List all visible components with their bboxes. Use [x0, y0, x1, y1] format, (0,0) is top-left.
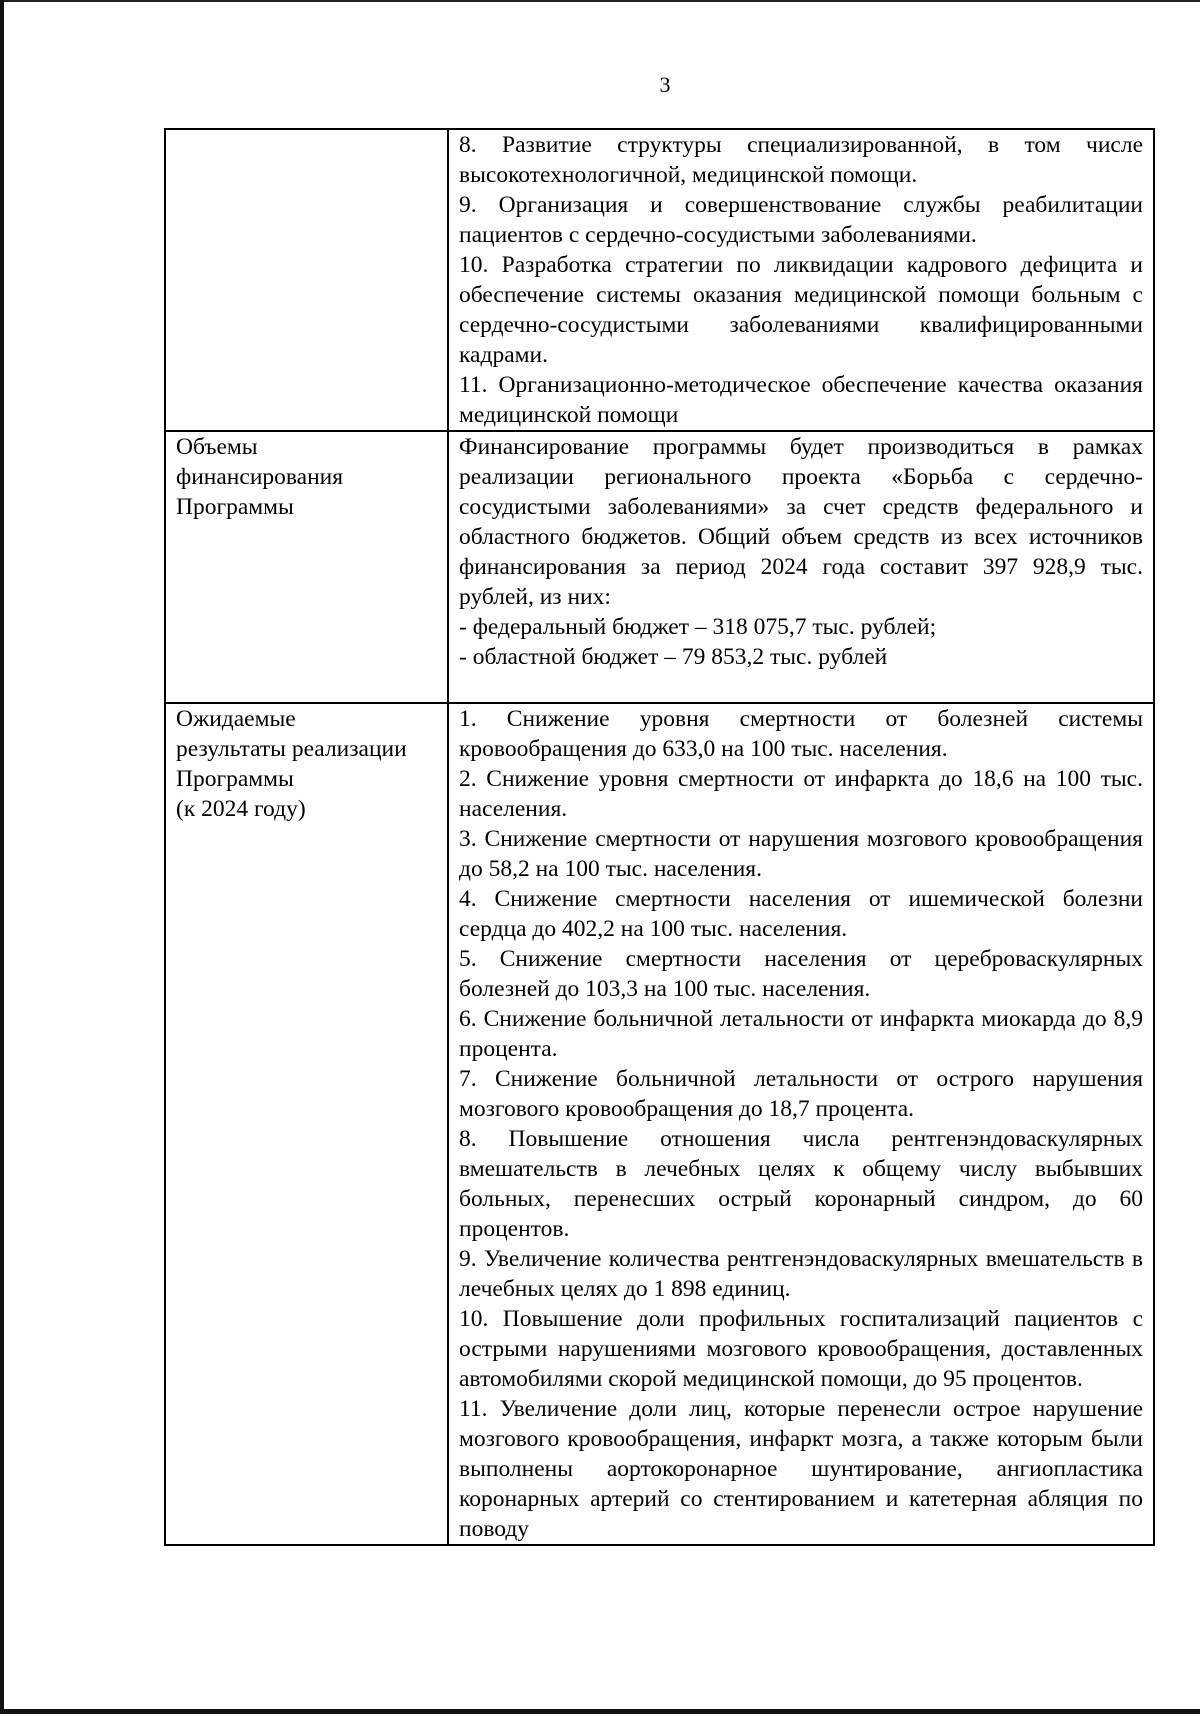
- objective-item-8: 8. Развитие структуры специализированной, в том числе высокотехнологичной, медицинской помощи.: [459, 132, 1143, 188]
- label-cell-financing: [165, 431, 448, 703]
- content-cell-expected-results: [448, 703, 1154, 1545]
- result-item-6: 6. Снижение больничной летальности от инфаркта миокарда до 8,9 процента.: [459, 1006, 1143, 1062]
- scan-edge-top: [0, 0, 1200, 2]
- result-item-7: 7. Снижение больничной летальности от острого нарушения мозгового кровообращения до 18,7 процента.: [459, 1066, 1143, 1122]
- financing-label-line-3: Программы: [176, 494, 294, 520]
- content-cell-objectives: [448, 129, 1154, 431]
- result-item-8: 8. Повышение отношения числа рентгенэндоваскулярных вмешательств в лечебных целях к общему числу выбывших больных, перенесших острый коронарный синдром, до 60 процентов.: [459, 1126, 1143, 1242]
- table-row-financing: [165, 431, 1154, 703]
- results-label-line-2: результаты реализации: [176, 736, 407, 762]
- results-label-line-1: Ожидаемые: [176, 706, 296, 732]
- result-item-9: 9. Увеличение количества рентгенэндоваскулярных вмешательств в лечебных целях до 1 898 единиц.: [459, 1246, 1143, 1302]
- program-passport-table: [164, 128, 1155, 1546]
- scan-edge-bottom: [0, 1709, 1200, 1714]
- table-row-objectives: [165, 129, 1154, 431]
- page-number: 3: [659, 72, 671, 97]
- financing-label-line-1: Объемы: [176, 434, 258, 460]
- result-item-10: 10. Повышение доли профильных госпитализаций пациентов с острыми нарушениями мозгового кровообращения, доставленных автомобилями скорой медицинской помощи, до 95 процентов.: [459, 1306, 1143, 1392]
- result-item-11: 11. Увеличение доли лиц, которые перенесли острое нарушение мозгового кровообращения, инфаркт мозга, а также которым были выполнены аортокоронарное шунтирование, ангиопластика коронарных артерий со стентированием и катетерная абляция по поводу: [459, 1396, 1143, 1542]
- financing-summary: Финансирование программы будет производиться в рамках реализации регионального проекта «Борьба с сердечно-сосудистыми заболеваниями» за счет средств федерального и областного бюджетов. Общий объем средств из всех источников финансирования за период 2024 года составит 397 928,9 тыс. рублей, из них:: [459, 434, 1143, 610]
- objective-item-10: 10. Разработка стратегии по ликвидации кадрового дефицита и обеспечение системы оказания медицинской помощи больным с сердечно-сосудистыми заболеваниями квалифицированными кадрами.: [459, 252, 1143, 368]
- result-item-1: 1. Снижение уровня смертности от болезней системы кровообращения до 633,0 на 100 тыс. населения.: [459, 706, 1143, 762]
- label-cell-expected-results: [165, 703, 448, 1545]
- financing-federal-budget: - федеральный бюджет – 318 075,7 тыс. рублей;: [459, 614, 937, 640]
- financing-regional-budget: - областной бюджет – 79 853,2 тыс. рублей: [459, 644, 888, 670]
- label-cell-objectives: [165, 129, 448, 431]
- financing-label-line-2: финансирования: [176, 464, 344, 490]
- results-label-line-3: Программы: [176, 766, 294, 792]
- result-item-5: 5. Снижение смертности населения от цереброваскулярных болезней до 103,3 на 100 тыс. населения.: [459, 946, 1143, 1002]
- scan-edge-left: [0, 0, 4, 1714]
- result-item-4: 4. Снижение смертности населения от ишемической болезни сердца до 402,2 на 100 тыс. населения.: [459, 886, 1143, 942]
- result-item-3: 3. Снижение смертности от нарушения мозгового кровообращения до 58,2 на 100 тыс. населения.: [459, 826, 1143, 882]
- objective-item-9: 9. Организация и совершенствование службы реабилитации пациентов с сердечно-сосудистыми заболеваниями.: [459, 192, 1143, 248]
- table-row-expected-results: [165, 703, 1154, 1545]
- results-label-line-4: (к 2024 году): [176, 796, 306, 822]
- content-cell-financing: [448, 431, 1154, 703]
- financing-cell-spacer: [459, 672, 1143, 702]
- objective-item-11: 11. Организационно-методическое обеспечение качества оказания медицинской помощи: [459, 372, 1143, 428]
- result-item-2: 2. Снижение уровня смертности от инфаркта до 18,6 на 100 тыс. населения.: [459, 766, 1143, 822]
